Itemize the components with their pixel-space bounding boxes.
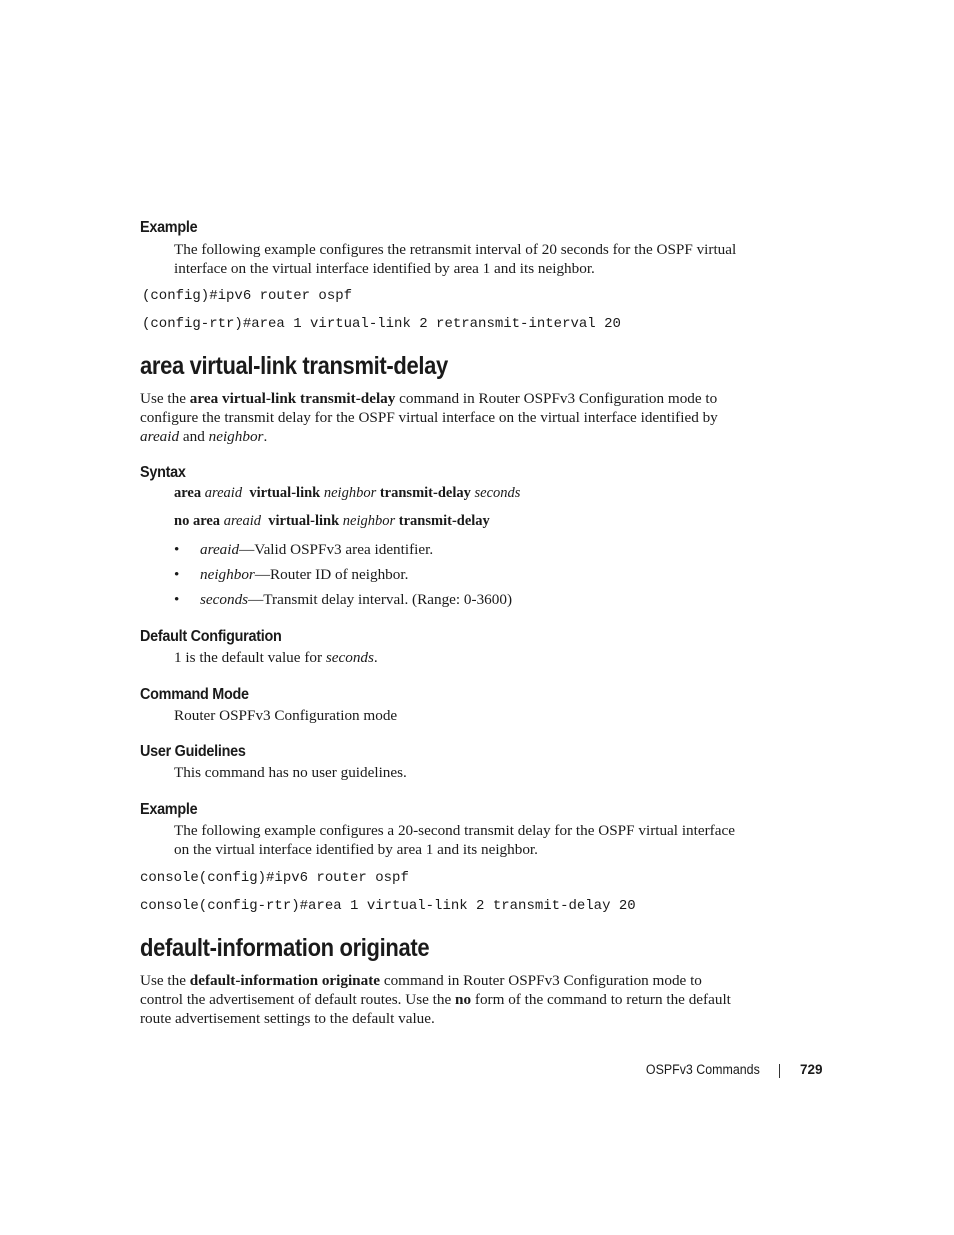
example-text-line: on the virtual interface identified by area 1 and its neighbor. bbox=[174, 841, 538, 858]
intro-line: route advertisement settings to the default value. bbox=[140, 1010, 435, 1027]
default-configuration-heading: Default Configuration bbox=[140, 628, 282, 645]
keyword: transmit-delay bbox=[398, 513, 490, 529]
footer-chapter: OSPFv3 Commands bbox=[646, 1062, 760, 1077]
bullet-icon: • bbox=[174, 591, 180, 608]
page-number: 729 bbox=[800, 1062, 823, 1077]
param-description: —Router ID of neighbor. bbox=[254, 566, 409, 583]
intro-text: and bbox=[179, 428, 209, 445]
keyword: no area bbox=[174, 513, 221, 529]
code-line: console(config)#ipv6 router ospf bbox=[140, 870, 409, 886]
text: . bbox=[373, 649, 378, 666]
keyword: virtual-link bbox=[268, 513, 340, 529]
param: seconds bbox=[474, 485, 521, 501]
list-item bbox=[0, 590, 954, 609]
intro-line bbox=[140, 990, 731, 1009]
intro-line bbox=[140, 427, 267, 446]
list-item bbox=[0, 540, 954, 559]
command-mode-heading: Command Mode bbox=[140, 686, 249, 703]
param: neighbor bbox=[323, 485, 377, 501]
intro-text: Use the bbox=[140, 390, 190, 407]
text: 1 is the default value for bbox=[174, 649, 326, 666]
command-name: area virtual-link transmit-delay bbox=[189, 390, 396, 407]
param: seconds bbox=[325, 649, 374, 666]
user-guidelines-heading: User Guidelines bbox=[140, 743, 246, 760]
user-guidelines-text: This command has no user guidelines. bbox=[174, 764, 407, 781]
intro-text: command in Router OSPFv3 Configuration mode to bbox=[380, 972, 702, 989]
example-text-line: interface on the virtual interface identified by area 1 and its neighbor. bbox=[174, 260, 595, 277]
keyword: area bbox=[174, 485, 202, 501]
list-item bbox=[0, 565, 954, 584]
command-name: default-information originate bbox=[189, 972, 381, 989]
param-neighbor: neighbor bbox=[208, 428, 264, 445]
list-item-text bbox=[200, 590, 512, 609]
intro-line: configure the transmit delay for the OSPF virtual interface on the virtual interface identified by bbox=[140, 409, 718, 426]
intro-line bbox=[140, 971, 702, 990]
syntax-heading: Syntax bbox=[140, 464, 186, 481]
syntax-line bbox=[174, 512, 490, 531]
bullet-icon: • bbox=[174, 566, 180, 583]
intro-text: control the advertisement of default routes. Use the bbox=[140, 991, 456, 1008]
example-heading: Example bbox=[140, 801, 198, 818]
list-item-text bbox=[200, 540, 433, 559]
syntax-line bbox=[174, 484, 520, 503]
intro-text: Use the bbox=[140, 972, 190, 989]
param-description: —Transmit delay interval. (Range: 0-3600) bbox=[248, 591, 512, 608]
intro-text: . bbox=[263, 428, 268, 445]
code-line: (config-rtr)#area 1 virtual-link 2 retransmit-interval 20 bbox=[142, 316, 621, 332]
param-description: —Valid OSPFv3 area identifier. bbox=[239, 541, 434, 558]
section-title: default-information originate bbox=[140, 934, 430, 962]
list-item-text bbox=[200, 565, 408, 584]
bullet-icon: • bbox=[174, 541, 180, 558]
code-line: (config)#ipv6 router ospf bbox=[142, 288, 353, 304]
param-areaid: areaid bbox=[140, 428, 180, 445]
param: seconds bbox=[200, 591, 249, 608]
command-mode-text: Router OSPFv3 Configuration mode bbox=[174, 707, 398, 724]
default-configuration-text bbox=[174, 648, 378, 667]
example-text-line: The following example configures a 20-second transmit delay for the OSPF virtual interface bbox=[174, 822, 735, 839]
param: areaid bbox=[200, 541, 240, 558]
intro-line bbox=[140, 389, 717, 408]
param: areaid bbox=[204, 485, 243, 501]
footer-separator bbox=[779, 1064, 780, 1078]
param: neighbor bbox=[342, 513, 396, 529]
keyword: no bbox=[455, 991, 472, 1008]
section-title: area virtual-link transmit-delay bbox=[140, 352, 448, 380]
keyword: transmit-delay bbox=[379, 485, 471, 501]
intro-text: form of the command to return the default bbox=[471, 991, 731, 1008]
param: neighbor bbox=[200, 566, 255, 583]
param: areaid bbox=[223, 513, 262, 529]
keyword: virtual-link bbox=[249, 485, 321, 501]
example-heading: Example bbox=[140, 219, 198, 236]
intro-text: command in Router OSPFv3 Configuration mode to bbox=[395, 390, 718, 407]
example-text-line: The following example configures the retransmit interval of 20 seconds for the OSPF virtual bbox=[174, 241, 737, 258]
code-line: console(config-rtr)#area 1 virtual-link 2 transmit-delay 20 bbox=[140, 898, 636, 914]
